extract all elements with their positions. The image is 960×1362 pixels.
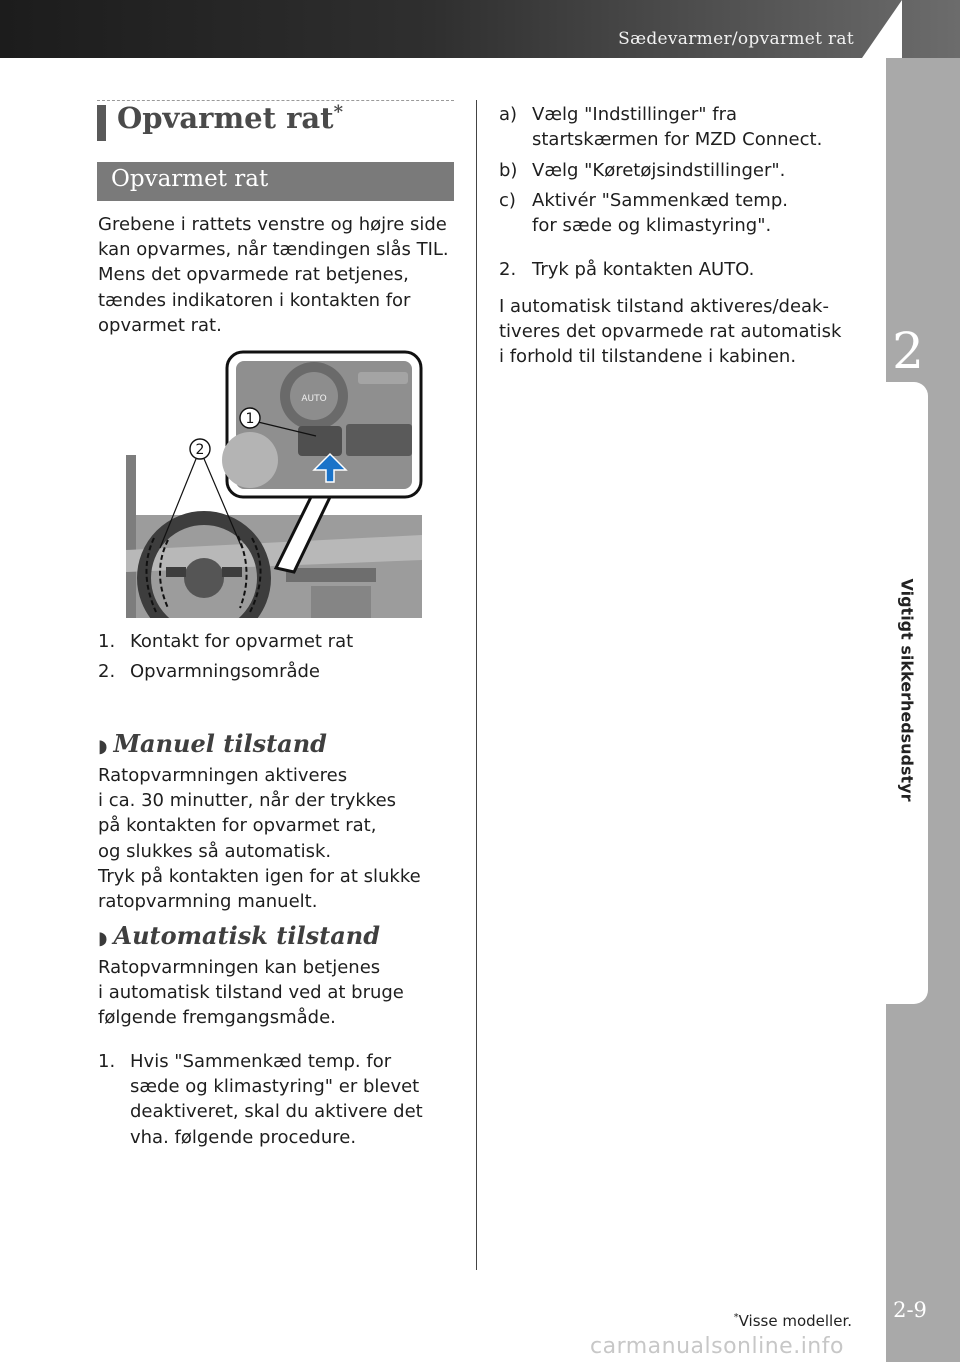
heading-marker-icon: ◗	[98, 736, 108, 757]
section-title-block	[97, 100, 454, 145]
legend-number: 1.	[98, 631, 116, 652]
closing-line: I automatisk tilstand aktiveres/deak-	[499, 296, 829, 317]
section-title: Opvarmet rat*	[117, 101, 343, 135]
chapter-tab-label: Vigtigt sikkerhedsudstyr	[897, 578, 917, 802]
substep-line: startskærmen for MZD Connect.	[532, 129, 823, 151]
legend-item	[98, 629, 458, 655]
closing-line: tiveres det opvarmede rat automatisk	[499, 321, 842, 343]
step-1	[98, 1049, 458, 1153]
manual-line: på kontakten for opvarmet rat,	[98, 815, 377, 837]
vent	[286, 568, 376, 582]
section-title-bar	[97, 105, 106, 141]
step-line: deaktiveret, skal du aktivere det	[130, 1101, 423, 1123]
step-text	[130, 1049, 423, 1150]
top-control	[358, 372, 408, 384]
substep-c	[499, 188, 859, 240]
automatic-line: Ratopvarmningen kan betjenes	[98, 957, 381, 978]
step-number: 1.	[98, 1051, 116, 1072]
subtitle-band	[97, 162, 454, 201]
callout-1-label: 1	[245, 411, 255, 427]
intro-line: opvarmet rat.	[98, 314, 222, 336]
intro-line: Mens det opvarmede rat betjenes,	[98, 264, 409, 286]
legend-item	[98, 659, 458, 685]
heated-wheel-switch	[298, 426, 342, 456]
wheel-hub	[184, 558, 224, 598]
manual-line: Ratopvarmningen aktiveres	[98, 765, 348, 786]
center-console	[311, 586, 371, 618]
closing-paragraph	[499, 294, 869, 370]
manual-line: Tryk på kontakten igen for at slukke	[98, 865, 421, 887]
seat-heater-switches	[346, 424, 412, 456]
column-divider	[476, 100, 477, 1270]
substep-text	[532, 102, 822, 152]
substep-line: Aktivér "Sammenkæd temp.	[532, 190, 788, 211]
legend-text: Opvarmningsområde	[130, 661, 320, 682]
intro-paragraph	[98, 212, 458, 338]
substep-marker: b)	[499, 160, 518, 181]
footnote-text: Visse modeller.	[738, 1312, 852, 1330]
footnote	[734, 1312, 852, 1330]
page-number: 2-9	[893, 1298, 927, 1322]
automatic-line: i automatisk tilstand ved at bruge	[98, 982, 404, 1004]
illustration-svg	[126, 350, 424, 618]
callout-2-label: 2	[195, 442, 205, 458]
header-title: Sædevarmer/opvarmet rat	[618, 29, 854, 49]
substep-line: for sæde og klimastyring".	[532, 215, 772, 237]
watermark: carmanualsonline.info	[590, 1334, 844, 1359]
intro-line: Grebene i rattets venstre og højre side	[98, 214, 447, 235]
closing-line: i forhold til tilstandene i kabinen.	[499, 346, 797, 368]
manual-line: og slukkes så automatisk.	[98, 840, 332, 862]
substep-marker: a)	[499, 104, 518, 125]
heading-marker-icon: ◗	[98, 928, 108, 949]
substep-b	[499, 158, 859, 184]
chapter-number: 2	[892, 322, 924, 380]
manual-mode-paragraph	[98, 763, 458, 914]
steering-wheel-illustration	[126, 350, 424, 618]
substep-line: Vælg "Indstillinger" fra	[532, 104, 738, 125]
substep-marker: c)	[499, 190, 516, 211]
legend-text: Kontakt for opvarmet rat	[130, 631, 354, 652]
footnote-mark: *	[733, 1312, 739, 1323]
intro-line: kan opvarmes, når tændingen slås TIL.	[98, 239, 449, 261]
auto-knob-label: AUTO	[301, 394, 327, 404]
intro-line: tændes indikatoren i kontakten for	[98, 289, 411, 311]
step-number: 2.	[499, 259, 517, 280]
subtitle-text: Opvarmet rat	[111, 166, 269, 192]
automatic-mode-paragraph	[98, 955, 458, 1031]
a-pillar	[126, 455, 136, 618]
step-2	[499, 257, 859, 283]
step-text: Tryk på kontakten AUTO.	[532, 259, 755, 280]
substep-line: Vælg "Køretøjsindstillinger".	[532, 160, 786, 181]
automatic-line: følgende fremgangsmåde.	[98, 1007, 336, 1029]
step-line: Hvis "Sammenkæd temp. for	[130, 1051, 392, 1072]
step-line: sæde og klimastyring" er blevet	[130, 1076, 420, 1098]
manual-line: ratopvarmning manuelt.	[98, 891, 318, 913]
automatic-mode-heading: ◗ Automatisk tilstand	[98, 921, 380, 950]
manual-mode-heading: ◗ Manuel tilstand	[98, 729, 327, 758]
substep-text	[532, 188, 788, 238]
zoom-left-dial	[222, 432, 278, 488]
step-line: vha. følgende procedure.	[130, 1126, 357, 1148]
substep-a	[499, 102, 859, 154]
model-mark: *	[333, 101, 343, 123]
substep-text	[532, 158, 785, 183]
legend-number: 2.	[98, 661, 116, 682]
manual-line: i ca. 30 minutter, når der trykkes	[98, 790, 397, 812]
